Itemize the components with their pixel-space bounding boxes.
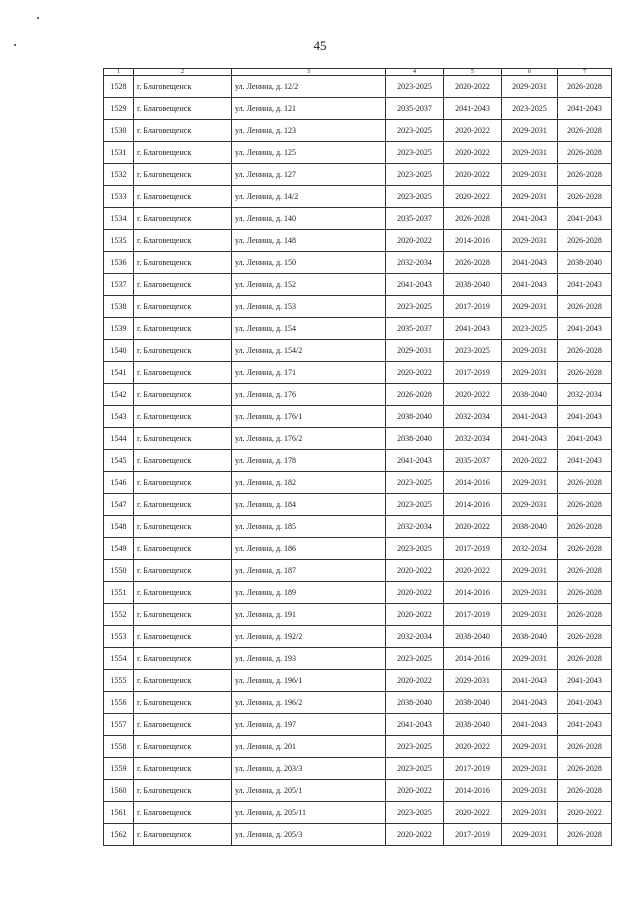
period-cell: 2023-2025: [386, 494, 444, 516]
table-row: [104, 296, 612, 318]
period-cell: 2023-2025: [386, 472, 444, 494]
city-cell: г. Благовещенск: [134, 76, 232, 98]
period-cell: 2032-2034: [444, 406, 502, 428]
column-number: 3: [232, 69, 386, 76]
row-number-cell: 1553: [104, 626, 134, 648]
address-cell: ул. Ленина, д. 121: [232, 98, 386, 120]
row-number-cell: 1542: [104, 384, 134, 406]
city-cell: г. Благовещенск: [134, 98, 232, 120]
row-number-cell: 1549: [104, 538, 134, 560]
period-cell: 2014-2016: [444, 472, 502, 494]
table-row: [104, 714, 612, 736]
period-cell: 2035-2037: [386, 208, 444, 230]
address-cell: ул. Ленина, д. 196/1: [232, 670, 386, 692]
address-cell: ул. Ленина, д. 184: [232, 494, 386, 516]
period-cell: 2038-2040: [444, 274, 502, 296]
period-cell: 2029-2031: [502, 472, 558, 494]
period-cell: 2029-2031: [502, 802, 558, 824]
period-cell: 2026-2028: [558, 516, 612, 538]
address-cell: ул. Ленина, д. 187: [232, 560, 386, 582]
address-cell: ул. Ленина, д. 196/2: [232, 692, 386, 714]
address-cell: ул. Ленина, д. 148: [232, 230, 386, 252]
period-cell: 2038-2040: [502, 384, 558, 406]
city-cell: г. Благовещенск: [134, 318, 232, 340]
table-row: [104, 472, 612, 494]
period-cell: 2023-2025: [444, 340, 502, 362]
period-cell: 2041-2043: [502, 670, 558, 692]
table-row: [104, 560, 612, 582]
address-cell: ул. Ленина, д. 140: [232, 208, 386, 230]
address-cell: ул. Ленина, д. 203/3: [232, 758, 386, 780]
period-cell: 2029-2031: [502, 780, 558, 802]
city-cell: г. Благовещенск: [134, 384, 232, 406]
row-number-cell: 1539: [104, 318, 134, 340]
city-cell: г. Благовещенск: [134, 450, 232, 472]
period-cell: 2029-2031: [502, 582, 558, 604]
table-body: [104, 76, 612, 846]
period-cell: 2038-2040: [444, 692, 502, 714]
address-cell: ул. Ленина, д. 150: [232, 252, 386, 274]
period-cell: 2041-2043: [558, 274, 612, 296]
period-cell: 2038-2040: [444, 714, 502, 736]
row-number-cell: 1529: [104, 98, 134, 120]
row-number-cell: 1560: [104, 780, 134, 802]
city-cell: г. Благовещенск: [134, 538, 232, 560]
table-row: [104, 340, 612, 362]
row-number-cell: 1557: [104, 714, 134, 736]
address-cell: ул. Ленина, д. 14/2: [232, 186, 386, 208]
period-cell: 2029-2031: [502, 164, 558, 186]
city-cell: г. Благовещенск: [134, 296, 232, 318]
period-cell: 2020-2022: [444, 384, 502, 406]
table-row: [104, 604, 612, 626]
period-cell: 2032-2034: [386, 252, 444, 274]
address-cell: ул. Ленина, д. 185: [232, 516, 386, 538]
table-row: [104, 208, 612, 230]
table-row: [104, 824, 612, 846]
address-cell: ул. Ленина, д. 176: [232, 384, 386, 406]
period-cell: 2020-2022: [444, 76, 502, 98]
address-cell: ул. Ленина, д. 191: [232, 604, 386, 626]
period-cell: 2023-2025: [386, 296, 444, 318]
table-row: [104, 692, 612, 714]
period-cell: 2038-2040: [386, 406, 444, 428]
row-number-cell: 1538: [104, 296, 134, 318]
city-cell: г. Благовещенск: [134, 516, 232, 538]
period-cell: 2026-2028: [558, 494, 612, 516]
row-number-cell: 1530: [104, 120, 134, 142]
column-number-row: [104, 69, 612, 76]
table-row: [104, 428, 612, 450]
period-cell: 2026-2028: [558, 780, 612, 802]
period-cell: 2041-2043: [502, 692, 558, 714]
period-cell: 2029-2031: [502, 494, 558, 516]
table-row: [104, 648, 612, 670]
period-cell: 2041-2043: [558, 670, 612, 692]
address-cell: ул. Ленина, д. 186: [232, 538, 386, 560]
period-cell: 2026-2028: [558, 758, 612, 780]
row-number-cell: 1540: [104, 340, 134, 362]
address-cell: ул. Ленина, д. 176/1: [232, 406, 386, 428]
row-number-cell: 1533: [104, 186, 134, 208]
period-cell: 2026-2028: [386, 384, 444, 406]
row-number-cell: 1536: [104, 252, 134, 274]
period-cell: 2023-2025: [386, 758, 444, 780]
period-cell: 2023-2025: [386, 142, 444, 164]
period-cell: 2020-2022: [444, 120, 502, 142]
period-cell: 2026-2028: [558, 736, 612, 758]
row-number-cell: 1534: [104, 208, 134, 230]
row-number-cell: 1562: [104, 824, 134, 846]
city-cell: г. Благовещенск: [134, 186, 232, 208]
period-cell: 2029-2031: [502, 824, 558, 846]
period-cell: 2038-2040: [444, 626, 502, 648]
city-cell: г. Благовещенск: [134, 428, 232, 450]
table-row: [104, 98, 612, 120]
row-number-cell: 1544: [104, 428, 134, 450]
period-cell: 2032-2034: [386, 516, 444, 538]
period-cell: 2020-2022: [386, 670, 444, 692]
period-cell: 2026-2028: [558, 560, 612, 582]
period-cell: 2017-2019: [444, 362, 502, 384]
row-number-cell: 1547: [104, 494, 134, 516]
address-cell: ул. Ленина, д. 205/11: [232, 802, 386, 824]
period-cell: 2026-2028: [444, 208, 502, 230]
address-cell: ул. Ленина, д. 192/2: [232, 626, 386, 648]
table-row: [104, 802, 612, 824]
table-row: [104, 76, 612, 98]
period-cell: 2023-2025: [386, 736, 444, 758]
period-cell: 2026-2028: [558, 472, 612, 494]
period-cell: 2026-2028: [558, 824, 612, 846]
period-cell: 2023-2025: [386, 802, 444, 824]
city-cell: г. Благовещенск: [134, 670, 232, 692]
row-number-cell: 1551: [104, 582, 134, 604]
address-cell: ул. Ленина, д. 127: [232, 164, 386, 186]
period-cell: 2029-2031: [502, 340, 558, 362]
period-cell: 2014-2016: [444, 494, 502, 516]
address-cell: ул. Ленина, д. 197: [232, 714, 386, 736]
city-cell: г. Благовещенск: [134, 582, 232, 604]
row-number-cell: 1561: [104, 802, 134, 824]
period-cell: 2026-2028: [558, 362, 612, 384]
period-cell: 2017-2019: [444, 538, 502, 560]
period-cell: 2041-2043: [502, 714, 558, 736]
period-cell: 2032-2034: [558, 384, 612, 406]
period-cell: 2035-2037: [444, 450, 502, 472]
column-number: 6: [502, 69, 558, 76]
period-cell: 2029-2031: [502, 186, 558, 208]
city-cell: г. Благовещенск: [134, 472, 232, 494]
city-cell: г. Благовещенск: [134, 758, 232, 780]
address-cell: ул. Ленина, д. 123: [232, 120, 386, 142]
period-cell: 2026-2028: [558, 186, 612, 208]
housing-repair-schedule-table: [103, 68, 612, 846]
period-cell: 2020-2022: [386, 604, 444, 626]
period-cell: 2038-2040: [386, 428, 444, 450]
period-cell: 2023-2025: [386, 76, 444, 98]
table-row: [104, 274, 612, 296]
city-cell: г. Благовещенск: [134, 824, 232, 846]
period-cell: 2041-2043: [502, 208, 558, 230]
column-number: 5: [444, 69, 502, 76]
period-cell: 2020-2022: [444, 560, 502, 582]
period-cell: 2017-2019: [444, 758, 502, 780]
table-row: [104, 450, 612, 472]
address-cell: ул. Ленина, д. 205/3: [232, 824, 386, 846]
period-cell: 2041-2043: [558, 318, 612, 340]
city-cell: г. Благовещенск: [134, 274, 232, 296]
period-cell: 2029-2031: [444, 670, 502, 692]
city-cell: г. Благовещенск: [134, 406, 232, 428]
period-cell: 2020-2022: [386, 780, 444, 802]
table-row: [104, 252, 612, 274]
period-cell: 2041-2043: [502, 274, 558, 296]
period-cell: 2014-2016: [444, 230, 502, 252]
period-cell: 2041-2043: [558, 714, 612, 736]
period-cell: 2023-2025: [502, 98, 558, 120]
scan-speck: [37, 17, 39, 19]
period-cell: 2020-2022: [386, 560, 444, 582]
city-cell: г. Благовещенск: [134, 340, 232, 362]
period-cell: 2023-2025: [502, 318, 558, 340]
period-cell: 2041-2043: [502, 428, 558, 450]
period-cell: 2014-2016: [444, 780, 502, 802]
period-cell: 2023-2025: [386, 538, 444, 560]
table-row: [104, 362, 612, 384]
column-number: 2: [134, 69, 232, 76]
period-cell: 2020-2022: [444, 142, 502, 164]
table-row: [104, 494, 612, 516]
city-cell: г. Благовещенск: [134, 714, 232, 736]
period-cell: 2029-2031: [502, 362, 558, 384]
table-row: [104, 582, 612, 604]
period-cell: 2020-2022: [502, 450, 558, 472]
city-cell: г. Благовещенск: [134, 494, 232, 516]
city-cell: г. Благовещенск: [134, 802, 232, 824]
period-cell: 2038-2040: [386, 692, 444, 714]
period-cell: 2038-2040: [558, 252, 612, 274]
table-row: [104, 406, 612, 428]
period-cell: 2023-2025: [386, 186, 444, 208]
period-cell: 2023-2025: [386, 164, 444, 186]
row-number-cell: 1555: [104, 670, 134, 692]
city-cell: г. Благовещенск: [134, 120, 232, 142]
row-number-cell: 1552: [104, 604, 134, 626]
period-cell: 2041-2043: [502, 406, 558, 428]
period-cell: 2032-2034: [444, 428, 502, 450]
period-cell: 2026-2028: [558, 76, 612, 98]
city-cell: г. Благовещенск: [134, 692, 232, 714]
period-cell: 2020-2022: [444, 164, 502, 186]
period-cell: 2041-2043: [558, 208, 612, 230]
table-row: [104, 142, 612, 164]
table-row: [104, 120, 612, 142]
city-cell: г. Благовещенск: [134, 648, 232, 670]
period-cell: 2026-2028: [558, 340, 612, 362]
table-row: [104, 164, 612, 186]
column-number: 7: [558, 69, 612, 76]
period-cell: 2041-2043: [558, 692, 612, 714]
address-cell: ул. Ленина, д. 171: [232, 362, 386, 384]
period-cell: 2026-2028: [444, 252, 502, 274]
row-number-cell: 1537: [104, 274, 134, 296]
period-cell: 2020-2022: [444, 186, 502, 208]
address-cell: ул. Ленина, д. 153: [232, 296, 386, 318]
period-cell: 2026-2028: [558, 120, 612, 142]
period-cell: 2026-2028: [558, 296, 612, 318]
city-cell: г. Благовещенск: [134, 164, 232, 186]
table-row: [104, 538, 612, 560]
period-cell: 2041-2043: [386, 274, 444, 296]
table-row: [104, 384, 612, 406]
row-number-cell: 1535: [104, 230, 134, 252]
period-cell: 2041-2043: [444, 98, 502, 120]
table-row: [104, 230, 612, 252]
period-cell: 2029-2031: [502, 230, 558, 252]
period-cell: 2020-2022: [386, 230, 444, 252]
table-row: [104, 670, 612, 692]
column-number: 4: [386, 69, 444, 76]
period-cell: 2026-2028: [558, 648, 612, 670]
period-cell: 2026-2028: [558, 582, 612, 604]
period-cell: 2041-2043: [558, 406, 612, 428]
city-cell: г. Благовещенск: [134, 230, 232, 252]
period-cell: 2026-2028: [558, 538, 612, 560]
period-cell: 2014-2016: [444, 582, 502, 604]
period-cell: 2032-2034: [502, 538, 558, 560]
period-cell: 2029-2031: [502, 76, 558, 98]
city-cell: г. Благовещенск: [134, 604, 232, 626]
table-row: [104, 516, 612, 538]
city-cell: г. Благовещенск: [134, 780, 232, 802]
row-number-cell: 1545: [104, 450, 134, 472]
page-number: 45: [313, 38, 327, 53]
period-cell: 2041-2043: [386, 714, 444, 736]
row-number-cell: 1541: [104, 362, 134, 384]
column-number: 1: [104, 69, 134, 76]
period-cell: 2029-2031: [502, 648, 558, 670]
period-cell: 2041-2043: [558, 450, 612, 472]
period-cell: 2041-2043: [558, 428, 612, 450]
address-cell: ул. Ленина, д. 205/1: [232, 780, 386, 802]
row-number-cell: 1556: [104, 692, 134, 714]
period-cell: 2038-2040: [502, 516, 558, 538]
address-cell: ул. Ленина, д. 176/2: [232, 428, 386, 450]
period-cell: 2017-2019: [444, 296, 502, 318]
period-cell: 2041-2043: [558, 98, 612, 120]
address-cell: ул. Ленина, д. 189: [232, 582, 386, 604]
row-number-cell: 1528: [104, 76, 134, 98]
address-cell: ул. Ленина, д. 178: [232, 450, 386, 472]
city-cell: г. Благовещенск: [134, 252, 232, 274]
row-number-cell: 1554: [104, 648, 134, 670]
period-cell: 2041-2043: [444, 318, 502, 340]
period-cell: 2026-2028: [558, 164, 612, 186]
city-cell: г. Благовещенск: [134, 142, 232, 164]
period-cell: 2026-2028: [558, 142, 612, 164]
period-cell: 2014-2016: [444, 648, 502, 670]
period-cell: 2041-2043: [386, 450, 444, 472]
period-cell: 2020-2022: [444, 516, 502, 538]
city-cell: г. Благовещенск: [134, 560, 232, 582]
period-cell: 2029-2031: [502, 604, 558, 626]
period-cell: 2017-2019: [444, 604, 502, 626]
row-number-cell: 1548: [104, 516, 134, 538]
period-cell: 2038-2040: [502, 626, 558, 648]
period-cell: 2026-2028: [558, 230, 612, 252]
period-cell: 2020-2022: [558, 802, 612, 824]
table-row: [104, 780, 612, 802]
period-cell: 2029-2031: [502, 142, 558, 164]
period-cell: 2023-2025: [386, 648, 444, 670]
city-cell: г. Благовещенск: [134, 626, 232, 648]
period-cell: 2020-2022: [444, 802, 502, 824]
period-cell: 2029-2031: [502, 296, 558, 318]
address-cell: ул. Ленина, д. 182: [232, 472, 386, 494]
period-cell: 2026-2028: [558, 604, 612, 626]
address-cell: ул. Ленина, д. 125: [232, 142, 386, 164]
period-cell: 2035-2037: [386, 318, 444, 340]
period-cell: 2017-2019: [444, 824, 502, 846]
city-cell: г. Благовещенск: [134, 362, 232, 384]
period-cell: 2032-2034: [386, 626, 444, 648]
period-cell: 2029-2031: [502, 560, 558, 582]
table-row: [104, 186, 612, 208]
address-cell: ул. Ленина, д. 12/2: [232, 76, 386, 98]
row-number-cell: 1546: [104, 472, 134, 494]
period-cell: 2020-2022: [386, 824, 444, 846]
period-cell: 2023-2025: [386, 120, 444, 142]
period-cell: 2041-2043: [502, 252, 558, 274]
period-cell: 2029-2031: [502, 736, 558, 758]
address-cell: ул. Ленина, д. 154: [232, 318, 386, 340]
row-number-cell: 1532: [104, 164, 134, 186]
period-cell: 2035-2037: [386, 98, 444, 120]
row-number-cell: 1550: [104, 560, 134, 582]
period-cell: 2020-2022: [444, 736, 502, 758]
row-number-cell: 1531: [104, 142, 134, 164]
table-row: [104, 758, 612, 780]
row-number-cell: 1543: [104, 406, 134, 428]
address-cell: ул. Ленина, д. 152: [232, 274, 386, 296]
city-cell: г. Благовещенск: [134, 208, 232, 230]
row-number-cell: 1559: [104, 758, 134, 780]
period-cell: 2029-2031: [502, 758, 558, 780]
city-cell: г. Благовещенск: [134, 736, 232, 758]
address-cell: ул. Ленина, д. 193: [232, 648, 386, 670]
address-cell: ул. Ленина, д. 201: [232, 736, 386, 758]
period-cell: 2029-2031: [386, 340, 444, 362]
table-row: [104, 318, 612, 340]
table-row: [104, 626, 612, 648]
table-row: [104, 736, 612, 758]
period-cell: 2020-2022: [386, 362, 444, 384]
period-cell: 2029-2031: [502, 120, 558, 142]
period-cell: 2020-2022: [386, 582, 444, 604]
row-number-cell: 1558: [104, 736, 134, 758]
period-cell: 2026-2028: [558, 626, 612, 648]
address-cell: ул. Ленина, д. 154/2: [232, 340, 386, 362]
